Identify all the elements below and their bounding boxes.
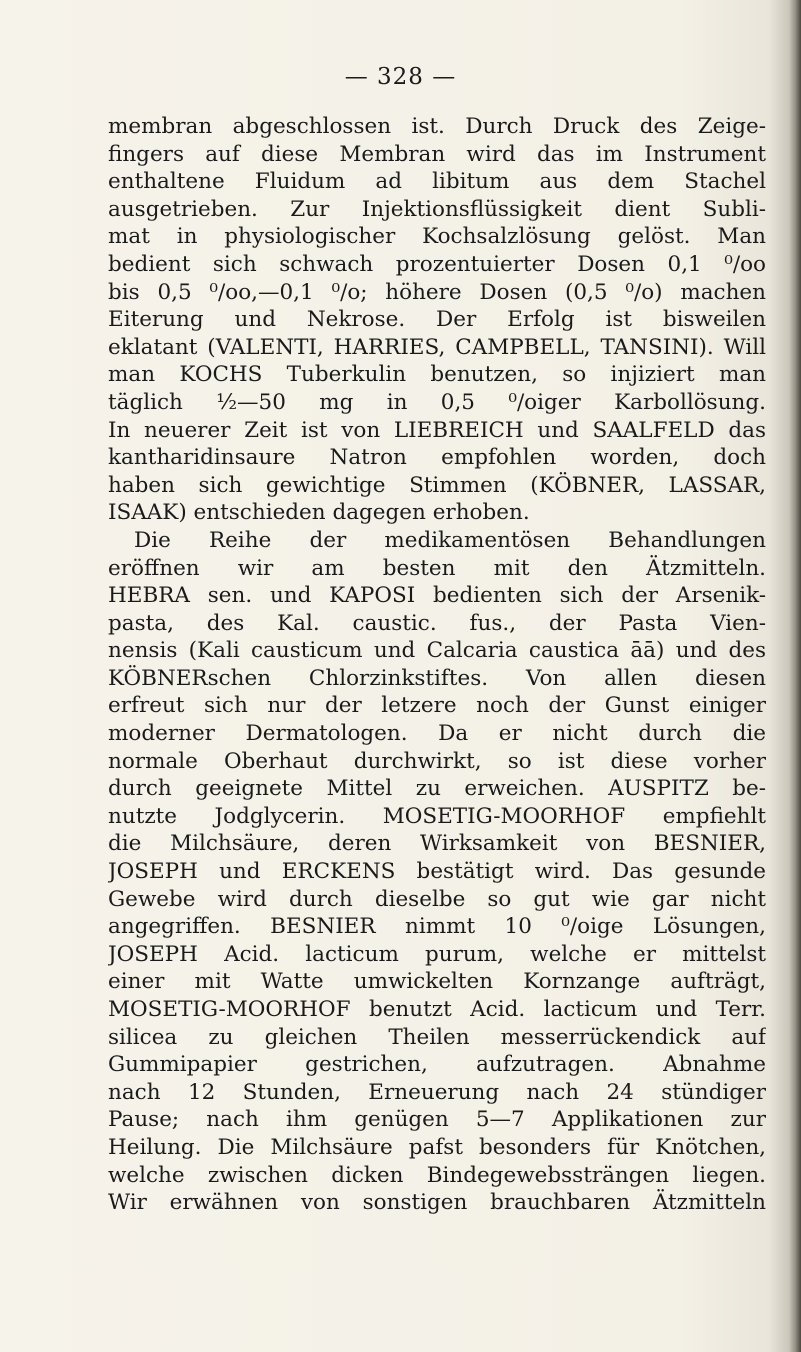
text-line: Wir erwähnen von sonstigen brauchbaren Ätzmitteln [108, 1190, 766, 1216]
text-line: nensis (Kali causticum und Calcaria caustica āā) und des [108, 638, 766, 664]
text-line: haben sich gewichtige Stimmen (KÖBNER, LASSAR, [108, 472, 766, 498]
text-line: KÖBNERschen Chlorzinkstiftes. Von allen diesen [108, 665, 766, 691]
text-line: kantharidinsaure Natron empfohlen worden, doch [108, 445, 766, 471]
text-line: Pause; nach ihm genügen 5—7 Applikationen zur [108, 1107, 766, 1133]
text-line: silicea zu gleichen Theilen messerrückendick auf [108, 1024, 766, 1050]
page-edge-shadow [789, 0, 801, 1352]
text-line: bedient sich schwach prozentuierter Dosen 0,1 ⁰/oo [108, 251, 766, 277]
text-line: MOSETIG-MOORHOF benutzt Acid. lacticum und Terr. [108, 997, 766, 1022]
text-line: mat in physiologischer Kochsalzlösung gelöst. Man [108, 224, 766, 250]
text-line: angegriffen. BESNIER nimmt 10 ⁰/oige Lösungen, [108, 914, 766, 940]
text-line: Eiterung und Nekrose. Der Erfolg ist bisweilen [108, 307, 766, 333]
text-line: Heilung. Die Milchsäure pafst besonders für Knötchen, [108, 1134, 766, 1160]
text-line: nutzte Jodglycerin. MOSETIG-MOORHOF empfiehlt [108, 803, 766, 829]
paragraph-end-line: ISAAK) entschieden dagegen erhoben. [108, 500, 530, 526]
text-line: die Milchsäure, deren Wirksamkeit von BESNIER, [108, 831, 766, 857]
text-line: moderner Dermatologen. Da er nicht durch die [108, 721, 766, 747]
text-line: man KOCHS Tuberkulin benutzen, so injiziert man [108, 362, 766, 388]
text-line: enthaltene Fluidum ad libitum aus dem Stachel [108, 169, 766, 195]
text-line: durch geeignete Mittel zu erweichen. AUSPITZ be- [108, 776, 766, 802]
text-line: Gummipapier gestrichen, aufzutragen. Abnahme [108, 1052, 766, 1078]
text-line: normale Oberhaut durchwirkt, so ist diese vorher [108, 748, 766, 774]
text-line: fingers auf diese Membran wird das im Instrument [108, 141, 766, 167]
text-line: eklatant (VALENTI, HARRIES, CAMPBELL, TANSINI). Will [108, 334, 766, 360]
text-line: einer mit Watte umwickelten Kornzange aufträgt, [108, 969, 766, 995]
text-line: täglich ½—50 mg in 0,5 ⁰/oiger Karbollösung. [108, 389, 766, 415]
text-line: In neuerer Zeit ist von LIEBREICH und SAALFELD das [108, 417, 766, 443]
text-line: Gewebe wird durch dieselbe so gut wie gar nicht [108, 886, 766, 912]
text-line: welche zwischen dicken Bindegewebssträngen liegen. [108, 1162, 766, 1188]
text-line: JOSEPH und ERCKENS bestätigt wird. Das gesunde [108, 859, 766, 885]
text-line: erfreut sich nur der letzere noch der Gunst einiger [108, 693, 766, 719]
text-line: JOSEPH Acid. lacticum purum, welche er mittelst [108, 941, 766, 967]
text-line: bis 0,5 ⁰/oo,—0,1 ⁰/o; höhere Dosen (0,5 ⁰/o) machen [108, 279, 766, 305]
text-line: membran abgeschlossen ist. Durch Druck des Zeige- [108, 114, 766, 139]
body-text [108, 113, 766, 1217]
text-line: ausgetrieben. Zur Injektionsflüssigkeit dient Subli- [108, 196, 766, 222]
page-number: — 328 — [344, 64, 457, 90]
text-line: eröffnen wir am besten mit den Ätzmitteln. [108, 555, 766, 581]
paragraph-start-line: Die Reihe der medikamentösen Behandlungen [134, 527, 766, 553]
text-line: HEBRA sen. und KAPOSI bedienten sich der Arsenik- [108, 583, 766, 609]
text-line: pasta, des Kal. caustic. fus., der Pasta Vien- [108, 610, 766, 636]
text-line: nach 12 Stunden, Erneuerung nach 24 stündiger [108, 1079, 766, 1105]
